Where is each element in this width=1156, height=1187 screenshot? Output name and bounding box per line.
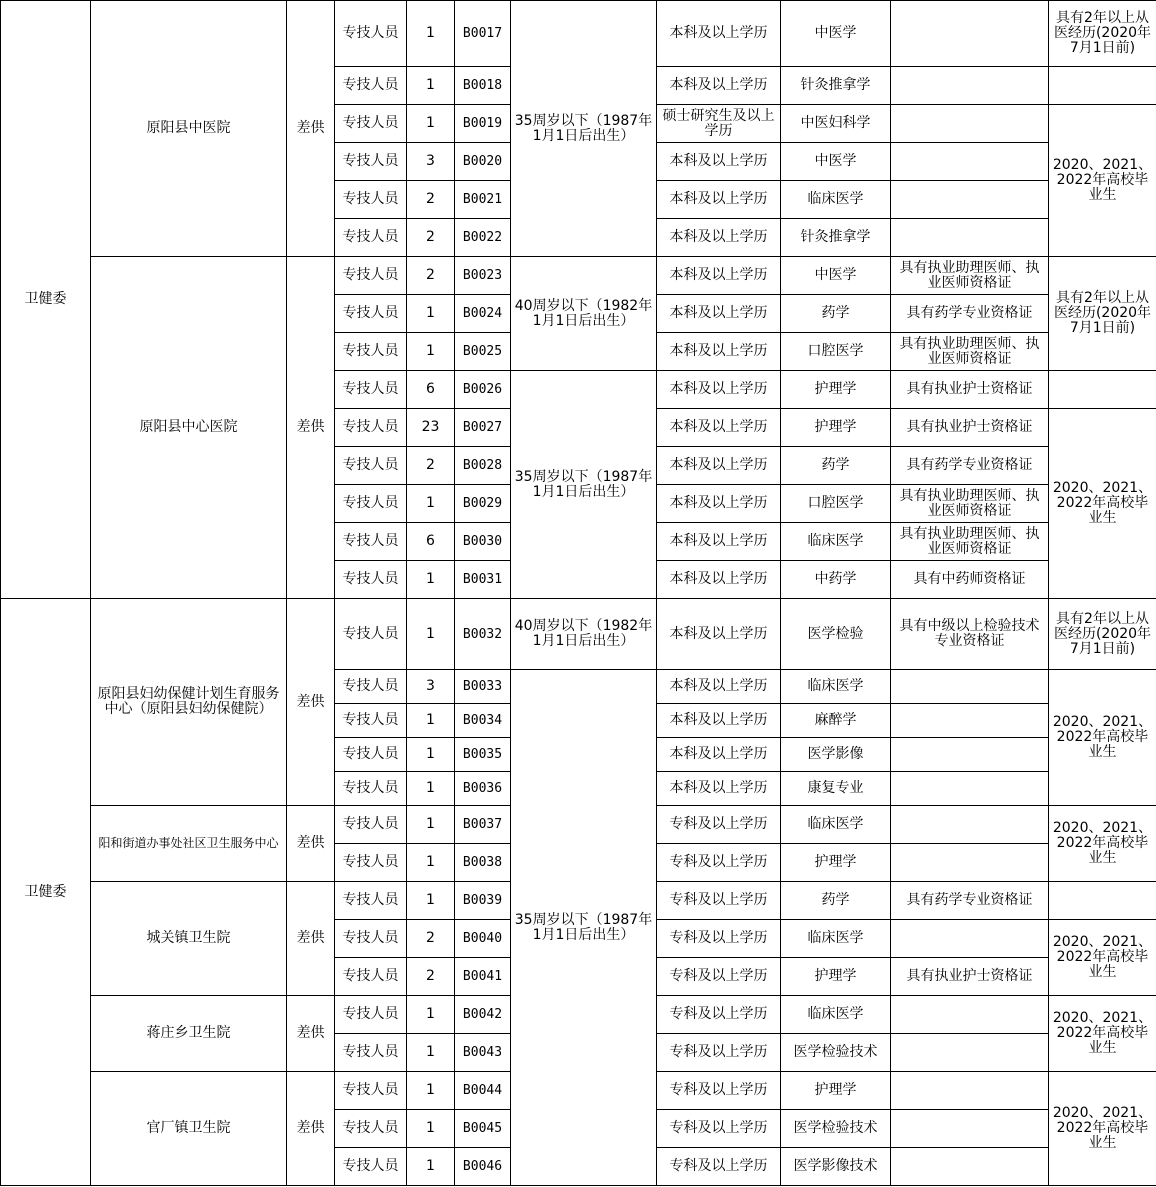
- post-type-cell: 专技人员: [335, 1, 407, 67]
- post-code-cell: B0027: [455, 409, 511, 447]
- headcount-cell: 2: [407, 181, 455, 219]
- headcount-cell: 1: [407, 882, 455, 920]
- funding-cell: 差供: [287, 1, 335, 257]
- major-cell: 临床医学: [781, 523, 891, 561]
- headcount-cell: 1: [407, 704, 455, 738]
- education-cell: 专科及以上学历: [657, 1110, 781, 1148]
- headcount-cell: 1: [407, 561, 455, 599]
- education-cell: 本科及以上学历: [657, 561, 781, 599]
- post-code-cell: B0024: [455, 295, 511, 333]
- post-type-cell: 专技人员: [335, 143, 407, 181]
- unit-name-cell: 阳和街道办事处社区卫生服务中心: [91, 806, 287, 882]
- post-code-cell: B0023: [455, 257, 511, 295]
- post-code-cell: B0022: [455, 219, 511, 257]
- post-code-cell: B0021: [455, 181, 511, 219]
- major-cell: 药学: [781, 447, 891, 485]
- education-cell: 专科及以上学历: [657, 1034, 781, 1072]
- education-cell: 本科及以上学历: [657, 1, 781, 67]
- post-code-cell: B0033: [455, 670, 511, 704]
- education-cell: 专科及以上学历: [657, 920, 781, 958]
- certificate-cell: [891, 67, 1049, 105]
- certificate-cell: [891, 1072, 1049, 1110]
- post-code-cell: B0020: [455, 143, 511, 181]
- other-requirement-cell: 2020、2021、2022年高校毕业生: [1049, 996, 1156, 1072]
- post-code-cell: B0036: [455, 772, 511, 806]
- education-cell: 专科及以上学历: [657, 844, 781, 882]
- post-type-cell: 专技人员: [335, 996, 407, 1034]
- post-type-cell: 专技人员: [335, 1034, 407, 1072]
- certificate-cell: [891, 844, 1049, 882]
- certificate-cell: 具有中级以上检验技术专业资格证: [891, 599, 1049, 670]
- post-type-cell: 专技人员: [335, 772, 407, 806]
- major-cell: 针灸推拿学: [781, 219, 891, 257]
- post-code-cell: B0029: [455, 485, 511, 523]
- education-cell: 本科及以上学历: [657, 143, 781, 181]
- education-cell: 本科及以上学历: [657, 371, 781, 409]
- post-type-cell: 专技人员: [335, 219, 407, 257]
- certificate-cell: 具有执业护士资格证: [891, 371, 1049, 409]
- headcount-cell: 1: [407, 105, 455, 143]
- headcount-cell: 23: [407, 409, 455, 447]
- post-type-cell: 专技人员: [335, 295, 407, 333]
- major-cell: 医学检验: [781, 599, 891, 670]
- certificate-cell: [891, 181, 1049, 219]
- post-code-cell: B0034: [455, 704, 511, 738]
- headcount-cell: 3: [407, 143, 455, 181]
- post-type-cell: 专技人员: [335, 485, 407, 523]
- education-cell: 专科及以上学历: [657, 996, 781, 1034]
- major-cell: 中医学: [781, 1, 891, 67]
- certificate-cell: 具有执业护士资格证: [891, 958, 1049, 996]
- major-cell: 针灸推拿学: [781, 67, 891, 105]
- major-cell: 口腔医学: [781, 333, 891, 371]
- table-row: [1, 257, 1156, 295]
- dept-cell: 卫健委: [1, 1, 91, 599]
- other-requirement-cell: 2020、2021、2022年高校毕业生: [1049, 105, 1156, 257]
- education-cell: 专科及以上学历: [657, 806, 781, 844]
- headcount-cell: 3: [407, 670, 455, 704]
- education-cell: 专科及以上学历: [657, 1072, 781, 1110]
- certificate-cell: 具有药学专业资格证: [891, 882, 1049, 920]
- major-cell: 医学检验技术: [781, 1034, 891, 1072]
- unit-name-cell: 原阳县中心医院: [91, 257, 287, 599]
- education-cell: 本科及以上学历: [657, 181, 781, 219]
- headcount-cell: 1: [407, 295, 455, 333]
- major-cell: 临床医学: [781, 670, 891, 704]
- post-code-cell: B0039: [455, 882, 511, 920]
- certificate-cell: 具有执业助理医师、执业医师资格证: [891, 333, 1049, 371]
- headcount-cell: 1: [407, 738, 455, 772]
- post-type-cell: 专技人员: [335, 670, 407, 704]
- unit-name-cell: 城关镇卫生院: [91, 882, 287, 996]
- education-cell: 本科及以上学历: [657, 704, 781, 738]
- major-cell: 护理学: [781, 844, 891, 882]
- education-cell: 本科及以上学历: [657, 295, 781, 333]
- major-cell: 临床医学: [781, 996, 891, 1034]
- certificate-cell: 具有执业护士资格证: [891, 409, 1049, 447]
- education-cell: 本科及以上学历: [657, 447, 781, 485]
- certificate-cell: 具有中药师资格证: [891, 561, 1049, 599]
- headcount-cell: 6: [407, 371, 455, 409]
- headcount-cell: 1: [407, 996, 455, 1034]
- post-type-cell: 专技人员: [335, 1072, 407, 1110]
- other-requirement-cell: 2020、2021、2022年高校毕业生: [1049, 806, 1156, 882]
- certificate-cell: [891, 738, 1049, 772]
- unit-name-cell: 原阳县妇幼保健计划生育服务中心（原阳县妇幼保健院）: [91, 599, 287, 806]
- major-cell: 药学: [781, 882, 891, 920]
- post-type-cell: 专技人员: [335, 882, 407, 920]
- post-type-cell: 专技人员: [335, 561, 407, 599]
- headcount-cell: 1: [407, 772, 455, 806]
- post-type-cell: 专技人员: [335, 599, 407, 670]
- education-cell: 本科及以上学历: [657, 333, 781, 371]
- post-type-cell: 专技人员: [335, 1110, 407, 1148]
- unit-name-cell: 蒋庄乡卫生院: [91, 996, 287, 1072]
- education-cell: 本科及以上学历: [657, 772, 781, 806]
- certificate-cell: [891, 219, 1049, 257]
- headcount-cell: 1: [407, 1034, 455, 1072]
- post-code-cell: B0028: [455, 447, 511, 485]
- post-code-cell: B0031: [455, 561, 511, 599]
- post-code-cell: B0045: [455, 1110, 511, 1148]
- post-code-cell: B0025: [455, 333, 511, 371]
- age-requirement-cell: 40周岁以下（1982年1月1日后出生）: [511, 599, 657, 670]
- age-requirement-cell: 40周岁以下（1982年1月1日后出生）: [511, 257, 657, 371]
- headcount-cell: 1: [407, 806, 455, 844]
- unit-name-cell: 官厂镇卫生院: [91, 1072, 287, 1186]
- certificate-cell: [891, 670, 1049, 704]
- certificate-cell: [891, 1, 1049, 67]
- headcount-cell: 2: [407, 920, 455, 958]
- post-code-cell: B0044: [455, 1072, 511, 1110]
- post-code-cell: B0043: [455, 1034, 511, 1072]
- post-code-cell: B0037: [455, 806, 511, 844]
- other-requirement-cell: [1049, 67, 1156, 105]
- major-cell: 中医妇科学: [781, 105, 891, 143]
- certificate-cell: [891, 1110, 1049, 1148]
- post-code-cell: B0017: [455, 1, 511, 67]
- headcount-cell: 6: [407, 523, 455, 561]
- post-code-cell: B0042: [455, 996, 511, 1034]
- headcount-cell: 1: [407, 844, 455, 882]
- post-type-cell: 专技人员: [335, 958, 407, 996]
- major-cell: 护理学: [781, 958, 891, 996]
- major-cell: 康复专业: [781, 772, 891, 806]
- post-type-cell: 专技人员: [335, 1148, 407, 1186]
- post-type-cell: 专技人员: [335, 371, 407, 409]
- post-code-cell: B0019: [455, 105, 511, 143]
- post-type-cell: 专技人员: [335, 844, 407, 882]
- education-cell: 专科及以上学历: [657, 1148, 781, 1186]
- major-cell: 麻醉学: [781, 704, 891, 738]
- certificate-cell: [891, 143, 1049, 181]
- headcount-cell: 1: [407, 67, 455, 105]
- post-code-cell: B0035: [455, 738, 511, 772]
- education-cell: 本科及以上学历: [657, 599, 781, 670]
- major-cell: 中医学: [781, 257, 891, 295]
- headcount-cell: 2: [407, 257, 455, 295]
- post-code-cell: B0046: [455, 1148, 511, 1186]
- education-cell: 本科及以上学历: [657, 670, 781, 704]
- headcount-cell: 1: [407, 333, 455, 371]
- table-row: [1, 599, 1156, 670]
- major-cell: 医学检验技术: [781, 1110, 891, 1148]
- post-code-cell: B0040: [455, 920, 511, 958]
- other-requirement-cell: [1049, 882, 1156, 920]
- headcount-cell: 2: [407, 958, 455, 996]
- funding-cell: 差供: [287, 996, 335, 1072]
- funding-cell: 差供: [287, 257, 335, 599]
- headcount-cell: 2: [407, 447, 455, 485]
- other-requirement-cell: 具有2年以上从医经历(2020年7月1日前): [1049, 599, 1156, 670]
- dept-cell: 卫健委: [1, 599, 91, 1186]
- age-requirement-cell: 35周岁以下（1987年1月1日后出生）: [511, 670, 657, 1186]
- education-cell: 本科及以上学历: [657, 738, 781, 772]
- education-cell: 本科及以上学历: [657, 523, 781, 561]
- certificate-cell: [891, 1034, 1049, 1072]
- other-requirement-cell: 2020、2021、2022年高校毕业生: [1049, 920, 1156, 996]
- headcount-cell: 1: [407, 1110, 455, 1148]
- major-cell: 临床医学: [781, 806, 891, 844]
- post-type-cell: 专技人员: [335, 181, 407, 219]
- major-cell: 医学影像技术: [781, 1148, 891, 1186]
- certificate-cell: 具有执业助理医师、执业医师资格证: [891, 257, 1049, 295]
- post-type-cell: 专技人员: [335, 920, 407, 958]
- headcount-cell: 1: [407, 599, 455, 670]
- education-cell: 本科及以上学历: [657, 409, 781, 447]
- education-cell: 硕士研究生及以上学历: [657, 105, 781, 143]
- post-code-cell: B0030: [455, 523, 511, 561]
- major-cell: 护理学: [781, 1072, 891, 1110]
- certificate-cell: [891, 105, 1049, 143]
- certificate-cell: [891, 772, 1049, 806]
- major-cell: 医学影像: [781, 738, 891, 772]
- certificate-cell: [891, 1148, 1049, 1186]
- major-cell: 药学: [781, 295, 891, 333]
- certificate-cell: [891, 806, 1049, 844]
- education-cell: 专科及以上学历: [657, 958, 781, 996]
- education-cell: 本科及以上学历: [657, 67, 781, 105]
- certificate-cell: 具有执业助理医师、执业医师资格证: [891, 523, 1049, 561]
- education-cell: 本科及以上学历: [657, 485, 781, 523]
- major-cell: 临床医学: [781, 920, 891, 958]
- major-cell: 护理学: [781, 409, 891, 447]
- table-row: [1, 1, 1156, 67]
- certificate-cell: [891, 996, 1049, 1034]
- post-type-cell: 专技人员: [335, 447, 407, 485]
- certificate-cell: 具有执业助理医师、执业医师资格证: [891, 485, 1049, 523]
- major-cell: 护理学: [781, 371, 891, 409]
- post-type-cell: 专技人员: [335, 523, 407, 561]
- post-type-cell: 专技人员: [335, 67, 407, 105]
- funding-cell: 差供: [287, 599, 335, 806]
- funding-cell: 差供: [287, 1072, 335, 1186]
- certificate-cell: 具有药学专业资格证: [891, 447, 1049, 485]
- major-cell: 临床医学: [781, 181, 891, 219]
- age-requirement-cell: 35周岁以下（1987年1月1日后出生）: [511, 371, 657, 599]
- post-type-cell: 专技人员: [335, 409, 407, 447]
- headcount-cell: 1: [407, 1148, 455, 1186]
- post-code-cell: B0032: [455, 599, 511, 670]
- major-cell: 中药学: [781, 561, 891, 599]
- education-cell: 本科及以上学历: [657, 219, 781, 257]
- post-code-cell: B0026: [455, 371, 511, 409]
- post-code-cell: B0038: [455, 844, 511, 882]
- headcount-cell: 1: [407, 485, 455, 523]
- other-requirement-cell: 具有2年以上从医经历(2020年7月1日前): [1049, 1, 1156, 67]
- headcount-cell: 1: [407, 1, 455, 67]
- post-type-cell: 专技人员: [335, 806, 407, 844]
- post-type-cell: 专技人员: [335, 704, 407, 738]
- major-cell: 中医学: [781, 143, 891, 181]
- other-requirement-cell: 2020、2021、2022年高校毕业生: [1049, 409, 1156, 599]
- other-requirement-cell: 具有2年以上从医经历(2020年7月1日前): [1049, 257, 1156, 371]
- other-requirement-cell: 2020、2021、2022年高校毕业生: [1049, 1072, 1156, 1186]
- funding-cell: 差供: [287, 806, 335, 882]
- unit-name-cell: 原阳县中医院: [91, 1, 287, 257]
- other-requirement-cell: [1049, 371, 1156, 409]
- post-code-cell: B0018: [455, 67, 511, 105]
- post-type-cell: 专技人员: [335, 105, 407, 143]
- certificate-cell: 具有药学专业资格证: [891, 295, 1049, 333]
- education-cell: 专科及以上学历: [657, 882, 781, 920]
- post-code-cell: B0041: [455, 958, 511, 996]
- major-cell: 口腔医学: [781, 485, 891, 523]
- certificate-cell: [891, 920, 1049, 958]
- age-requirement-cell: 35周岁以下（1987年1月1日后出生）: [511, 1, 657, 257]
- funding-cell: 差供: [287, 882, 335, 996]
- post-type-cell: 专技人员: [335, 333, 407, 371]
- post-type-cell: 专技人员: [335, 257, 407, 295]
- education-cell: 本科及以上学历: [657, 257, 781, 295]
- other-requirement-cell: 2020、2021、2022年高校毕业生: [1049, 670, 1156, 806]
- certificate-cell: [891, 704, 1049, 738]
- headcount-cell: 1: [407, 1072, 455, 1110]
- headcount-cell: 2: [407, 219, 455, 257]
- post-type-cell: 专技人员: [335, 738, 407, 772]
